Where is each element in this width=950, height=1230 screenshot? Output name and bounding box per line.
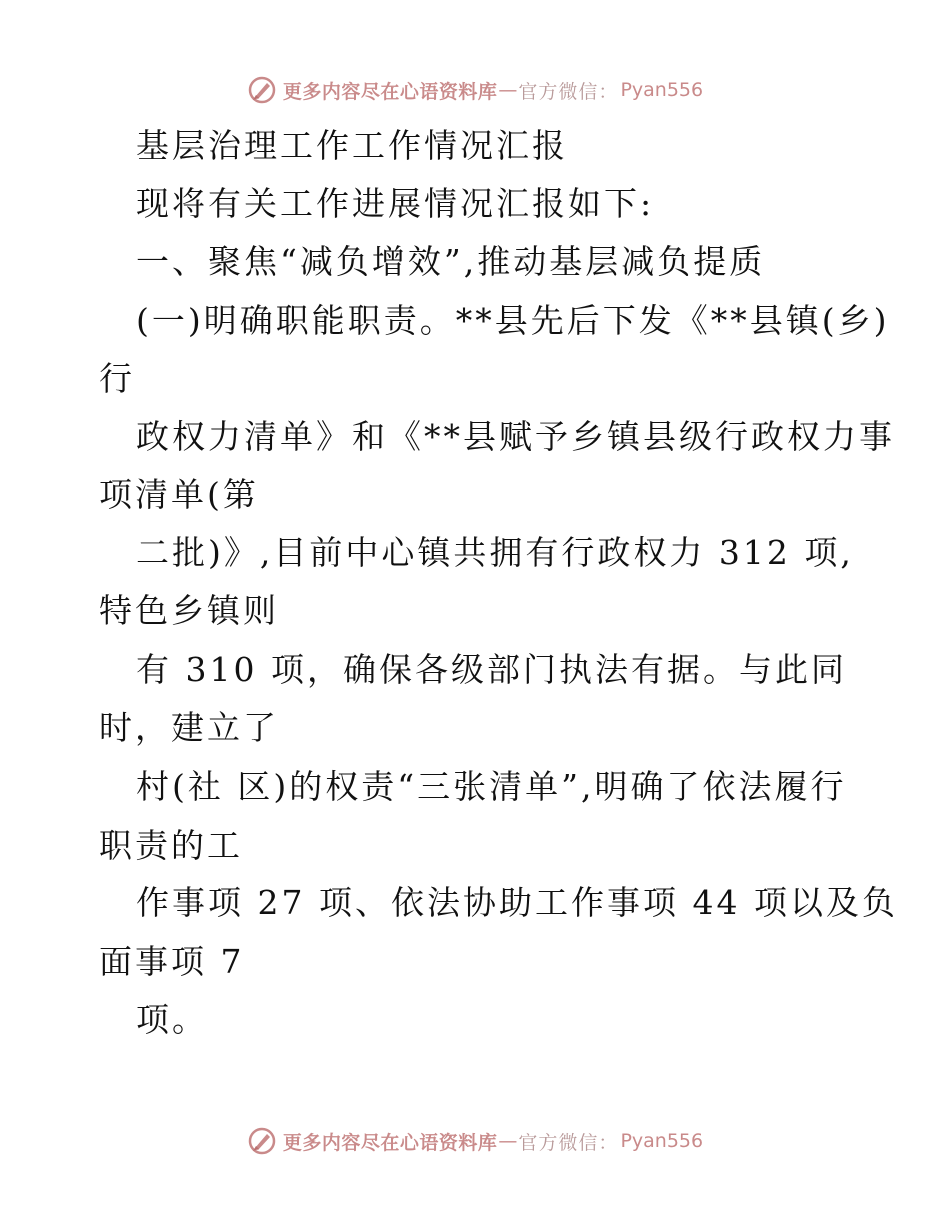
paragraph-line: 面事项 7	[99, 942, 245, 981]
paragraph-line: 村(社 区)的权责“三张清单”,明确了依法履行	[136, 767, 847, 806]
watermark-dash: —	[498, 1130, 518, 1152]
paragraph-line: 二批)》,目前中心镇共拥有行政权力 312 项,	[136, 533, 854, 572]
paragraph-line: 有 310 项，确保各级部门执法有据。与此同	[136, 650, 847, 689]
watermark-wechat-label: 官方微信：	[518, 1131, 619, 1154]
paragraph-line: 特色乡镇则	[99, 591, 279, 630]
paragraph-line: 政权力清单》和《**县赋予乡镇县级行政权力事	[136, 417, 895, 456]
paragraph-line: 时，建立了	[99, 708, 279, 747]
paragraph-line: 职责的工	[99, 826, 243, 865]
watermark-wechat-id: Pyan556	[620, 79, 704, 101]
pen-logo-icon	[247, 1126, 277, 1156]
paragraph-line: 现将有关工作进展情况汇报如下:	[136, 184, 655, 223]
paragraph-line: 作事项 27 项、依法协助工作事项 44 项以及负	[136, 883, 898, 922]
paragraph-line: 项。	[136, 1000, 208, 1039]
pen-logo-icon	[247, 75, 277, 105]
section-heading: 一、聚焦“减负增效”,推动基层减负提质	[136, 242, 766, 281]
paragraph-line: 项清单(第	[99, 475, 259, 514]
paragraph-line: (一)明确职能职责。**县先后下发《**县镇(乡)	[136, 301, 890, 340]
watermark-wechat-label: 官方微信：	[518, 80, 619, 103]
watermark-dash: —	[498, 79, 518, 101]
watermark-main-text: 更多内容尽在心语资料库	[282, 1131, 498, 1154]
paragraph-line: 行	[99, 359, 135, 398]
watermark-main-text: 更多内容尽在心语资料库	[282, 80, 498, 103]
footer-watermark	[0, 1121, 950, 1161]
header-watermark	[0, 70, 950, 110]
document-title: 基层治理工作工作情况汇报	[136, 126, 568, 165]
watermark-wechat-id: Pyan556	[620, 1130, 704, 1152]
